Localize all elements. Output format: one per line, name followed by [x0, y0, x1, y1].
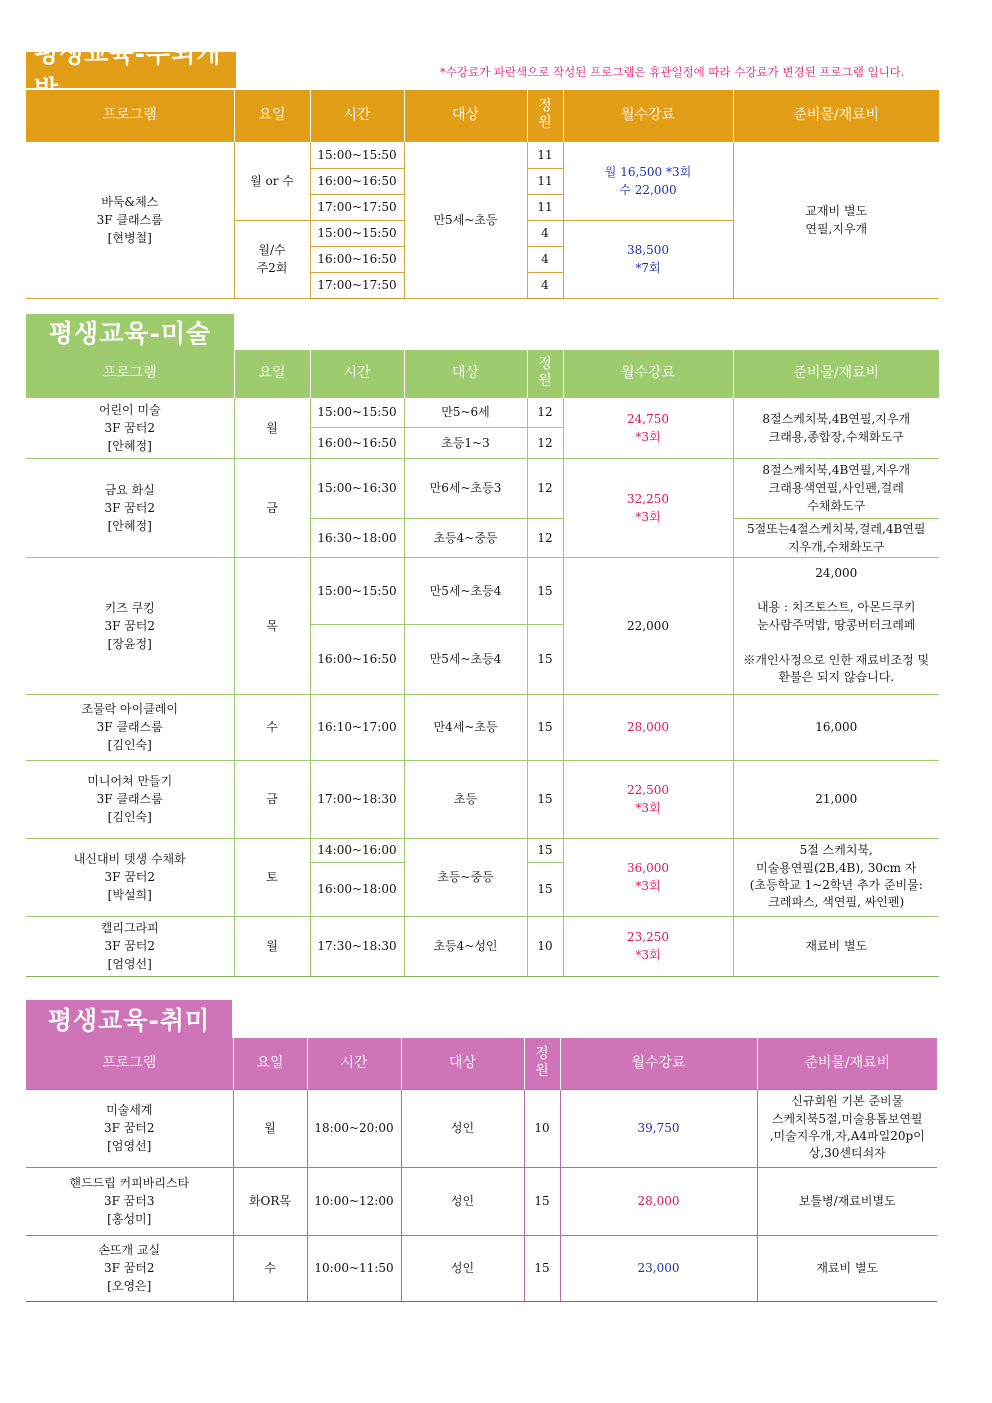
header-program: 프로그램: [26, 350, 234, 397]
time-cell: 15:00~15:50: [310, 220, 404, 246]
capacity-cell: 15: [527, 862, 563, 916]
fee-cell: 월 16,500 *3회 수 22,000: [563, 141, 733, 220]
capacity-cell: 10: [524, 1089, 560, 1167]
table-row: [26, 1167, 937, 1235]
target-cell: 만6세~초등3: [404, 458, 527, 518]
header-material: 준비물/재료비: [733, 90, 939, 141]
art-table: [26, 350, 939, 977]
header-time: 시간: [310, 90, 404, 141]
program-cell: 내신대비 뎃생 수채화 3F 꿈터2 [박설희]: [26, 838, 234, 916]
time-cell: 16:30~18:00: [310, 518, 404, 557]
time-cell: 10:00~11:50: [307, 1235, 401, 1301]
header-capacity: 정 원: [527, 90, 563, 141]
target-cell: 초등~중등: [404, 838, 527, 916]
capacity-cell: 12: [527, 458, 563, 518]
target-cell: 만5~6세: [404, 397, 527, 427]
fee-notice: *수강료가 파란색으로 작성된 프로그램은 휴관일정에 따라 수강료가 변경된 프로그램 입니다.: [440, 65, 905, 79]
target-cell: 성인: [401, 1167, 524, 1235]
header-target: 대상: [404, 350, 527, 397]
header-capacity: 정 원: [524, 1038, 560, 1089]
day-cell: 화OR목: [233, 1167, 307, 1235]
time-cell: 16:00~16:50: [310, 246, 404, 272]
day-cell: 월: [233, 1089, 307, 1167]
header-program: 프로그램: [26, 1038, 233, 1089]
day-cell: 수: [233, 1235, 307, 1301]
day-cell: 목: [234, 557, 310, 694]
header-target: 대상: [401, 1038, 524, 1089]
capacity-cell: 4: [527, 272, 563, 298]
header-material: 준비물/재료비: [733, 350, 939, 397]
header-capacity: 정 원: [527, 350, 563, 397]
capacity-cell: 12: [527, 397, 563, 427]
time-cell: 16:10~17:00: [310, 694, 404, 760]
target-cell: 성인: [401, 1089, 524, 1167]
target-cell: 초등: [404, 760, 527, 838]
time-cell: 17:00~17:50: [310, 194, 404, 220]
header-fee: 월수강료: [563, 350, 733, 397]
capacity-cell: 15: [527, 624, 563, 694]
time-cell: 15:00~15:50: [310, 397, 404, 427]
capacity-cell: 4: [527, 246, 563, 272]
fee-cell: 23,000: [560, 1235, 757, 1301]
fee-cell: 22,000: [563, 557, 733, 694]
time-cell: 14:00~16:00: [310, 838, 404, 862]
capacity-cell: 4: [527, 220, 563, 246]
time-cell: 17:00~17:50: [310, 272, 404, 298]
material-cell: 보틀병/재료비별도: [757, 1167, 937, 1235]
time-cell: 10:00~12:00: [307, 1167, 401, 1235]
header-day: 요일: [234, 350, 310, 397]
material-cell: 재료비 별도: [733, 916, 939, 976]
program-cell: 미니어쳐 만들기 3F 클래스룸 [김인숙]: [26, 760, 234, 838]
brain-table: [26, 90, 939, 299]
program-cell: 조물락 아이클레이 3F 클래스룸 [김인숙]: [26, 694, 234, 760]
day-cell: 월: [234, 397, 310, 458]
table-row: [26, 1089, 937, 1167]
program-cell: 핸드드립 커피바리스타 3F 꿈터3 [홍성미]: [26, 1167, 233, 1235]
header-fee: 월수강료: [560, 1038, 757, 1089]
header-day: 요일: [234, 90, 310, 141]
day-cell: 월/수 주2회: [234, 220, 310, 298]
fee-cell: 36,000 *3회: [563, 838, 733, 916]
program-cell: 미술세계 3F 꿈터2 [엄영선]: [26, 1089, 233, 1167]
capacity-cell: 15: [527, 760, 563, 838]
header-time: 시간: [310, 350, 404, 397]
fee-cell: 24,750 *3회: [563, 397, 733, 458]
capacity-cell: 15: [524, 1167, 560, 1235]
target-cell: 만4세~초등: [404, 694, 527, 760]
fee-cell: 39,750: [560, 1089, 757, 1167]
target-cell: 초등4~중등: [404, 518, 527, 557]
time-cell: 18:00~20:00: [307, 1089, 401, 1167]
capacity-cell: 10: [527, 916, 563, 976]
day-cell: 월 or 수: [234, 141, 310, 220]
day-cell: 월: [234, 916, 310, 976]
time-cell: 16:00~16:50: [310, 168, 404, 194]
time-cell: 17:00~18:30: [310, 760, 404, 838]
target-cell: 초등1~3: [404, 427, 527, 458]
brain-section-title: 평생교육-두뇌개: [26, 52, 236, 88]
table-row: [26, 1235, 937, 1301]
material-cell: 5절또는4절스케치북,걸레,4B연필 지우개,수채화도구: [733, 518, 939, 557]
capacity-cell: 15: [527, 838, 563, 862]
program-cell: 손뜨개 교실 3F 꿈터2 [오영은]: [26, 1235, 233, 1301]
material-cell: 재료비 별도: [757, 1235, 937, 1301]
program-cell: 바둑&체스 3F 클래스룸 [현병철]: [26, 141, 234, 298]
program-cell: 키즈 쿠킹 3F 꿈터2 [장윤정]: [26, 557, 234, 694]
target-cell: 초등4~성인: [404, 916, 527, 976]
fee-cell: 38,500 *7회: [563, 220, 733, 298]
capacity-cell: 15: [527, 694, 563, 760]
day-cell: 금: [234, 458, 310, 557]
capacity-cell: 11: [527, 194, 563, 220]
header-fee: 월수강료: [563, 90, 733, 141]
material-cell: 교재비 별도 연필,지우개: [733, 141, 939, 298]
header-program: 프로그램: [26, 90, 234, 141]
material-cell: 8절스케치북,4B연필,지우개 크래용색연필,사인펜,걸레 수채화도구: [733, 458, 939, 518]
time-cell: 15:00~15:50: [310, 557, 404, 624]
material-cell: 5절 스케치북, 미술용연필(2B,4B), 30cm 자 (초등학교 1~2학년 추가 준비물: 크레파스, 색연필, 싸인펜): [733, 838, 939, 916]
fee-cell: 22,500 *3회: [563, 760, 733, 838]
material-cell: 16,000: [733, 694, 939, 760]
capacity-cell: 15: [527, 557, 563, 624]
program-cell: 캘리그라피 3F 꿈터2 [엄영선]: [26, 916, 234, 976]
capacity-cell: 12: [527, 518, 563, 557]
day-cell: 금: [234, 760, 310, 838]
time-cell: 17:30~18:30: [310, 916, 404, 976]
day-cell: 수: [234, 694, 310, 760]
header-time: 시간: [307, 1038, 401, 1089]
header-day: 요일: [233, 1038, 307, 1089]
capacity-cell: 11: [527, 168, 563, 194]
target-cell: 만5세~초등: [404, 141, 527, 298]
target-cell: 성인: [401, 1235, 524, 1301]
program-cell: 어린이 미술 3F 꿈터2 [안혜정]: [26, 397, 234, 458]
fee-cell: 32,250 *3회: [563, 458, 733, 557]
time-cell: 15:00~15:50: [310, 141, 404, 168]
header-material: 준비물/재료비: [757, 1038, 937, 1089]
capacity-cell: 12: [527, 427, 563, 458]
time-cell: 16:00~16:50: [310, 427, 404, 458]
material-cell: 8절스케치북,4B연필,지우개 크래용,종합장,수채화도구: [733, 397, 939, 458]
header-target: 대상: [404, 90, 527, 141]
time-cell: 15:00~16:30: [310, 458, 404, 518]
hobby-table: [26, 1038, 937, 1302]
time-cell: 16:00~16:50: [310, 624, 404, 694]
art-section-title: 평생교육-미술: [26, 314, 234, 350]
time-cell: 16:00~18:00: [310, 862, 404, 916]
program-cell: 금요 화실 3F 꿈터2 [안혜정]: [26, 458, 234, 557]
material-cell: 신규회원 기본 준비물 스케치북5절,미술용톱보연필 ,미술지우개,자,A4파일20p이 상,30센티쇠자: [757, 1089, 937, 1167]
material-cell: 21,000: [733, 760, 939, 838]
capacity-cell: 15: [524, 1235, 560, 1301]
target-cell: 만5세~초등4: [404, 624, 527, 694]
material-cell: 24,000 내용 : 치즈토스트, 아몬드쿠키 눈사람주먹밥, 땅콩버터크레페 ※개인사정으로 인한 재료비조정 및 환불은 되지 않습니다.: [733, 557, 939, 694]
fee-cell: 23,250 *3회: [563, 916, 733, 976]
fee-cell: 28,000: [563, 694, 733, 760]
day-cell: 토: [234, 838, 310, 916]
fee-cell: 28,000: [560, 1167, 757, 1235]
capacity-cell: 11: [527, 141, 563, 168]
target-cell: 만5세~초등4: [404, 557, 527, 624]
hobby-section-title: 평생교육-취미: [26, 1000, 232, 1038]
